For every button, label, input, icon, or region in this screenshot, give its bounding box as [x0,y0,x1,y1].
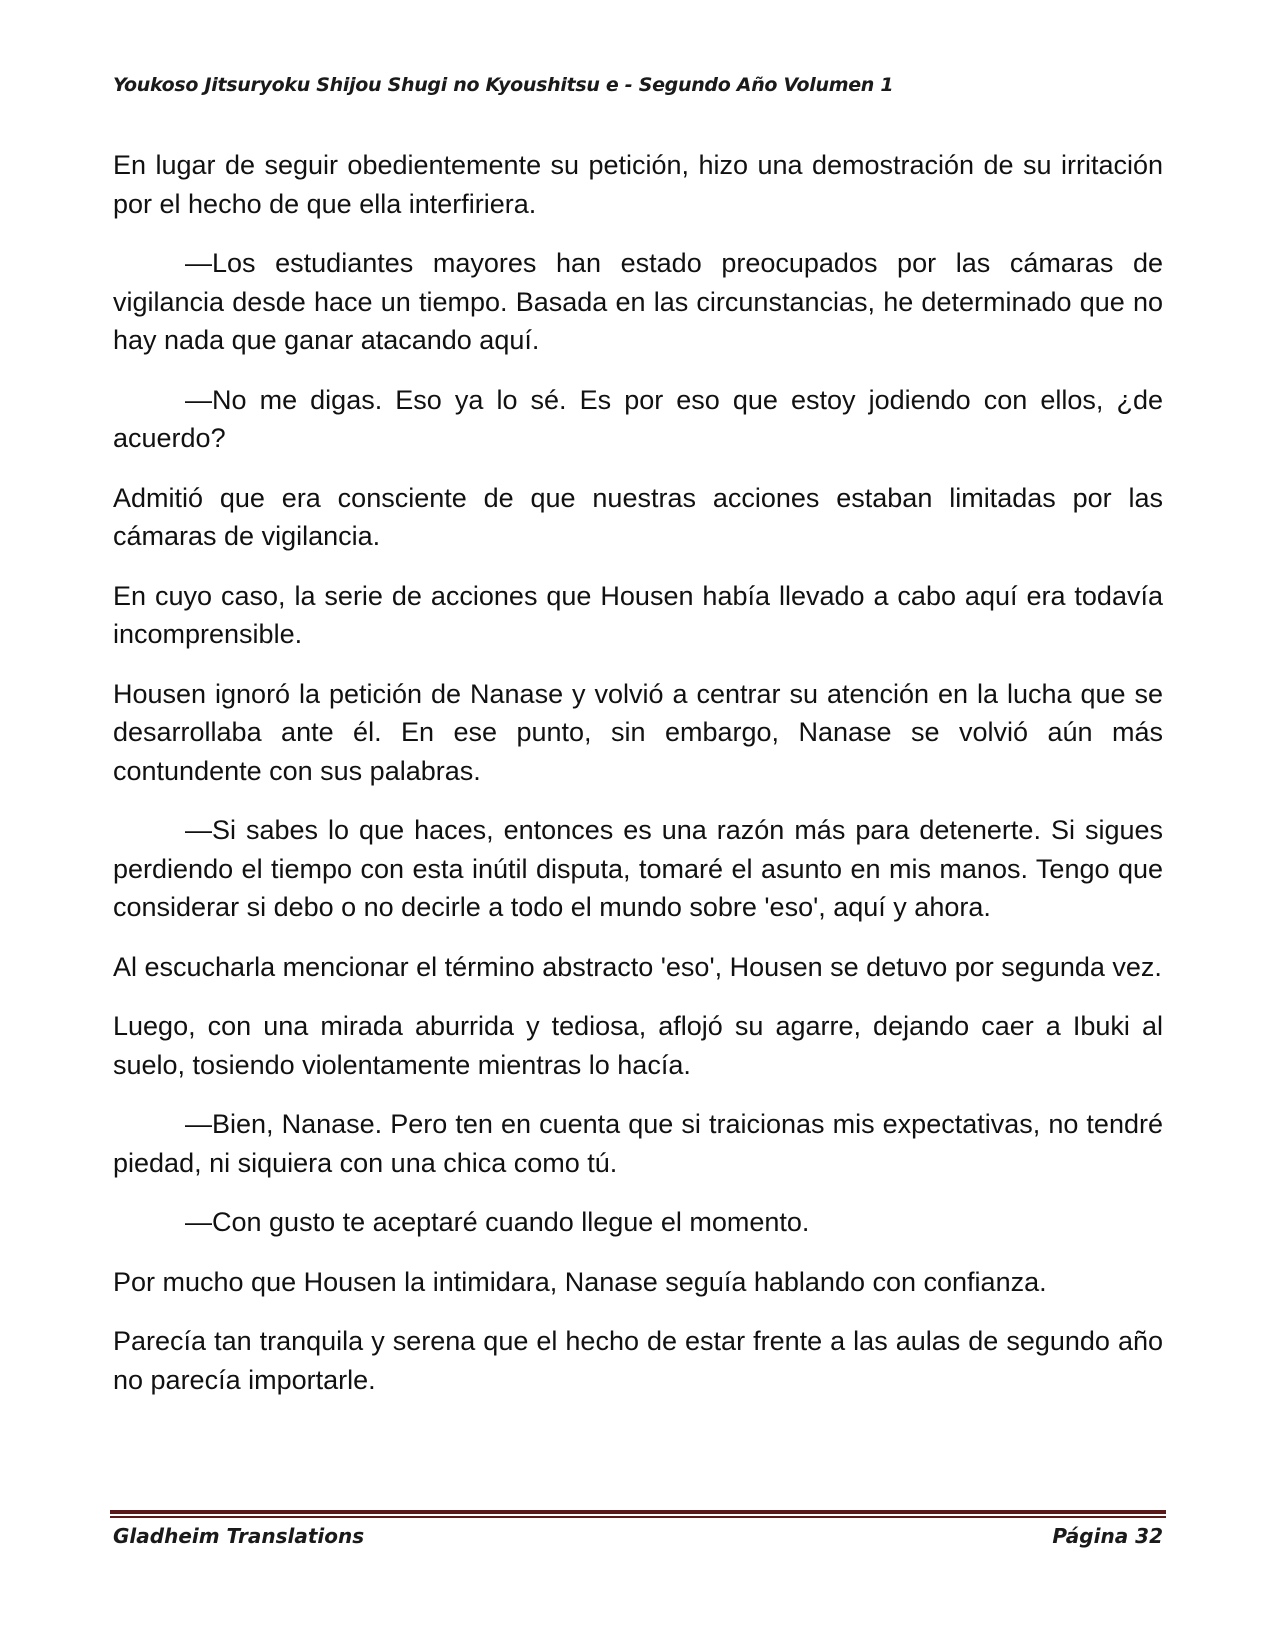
paragraph: En cuyo caso, la serie de acciones que Housen había llevado a cabo aquí era todavía incomprensible. [113,580,1163,649]
paragraph: Housen ignoró la petición de Nanase y volvió a centrar su atención en la lucha que se desarrollaba ante él. En ese punto, sin embargo, Nanase se volvió aún más contundente con sus palabras. [113,678,1163,786]
dialog-paragraph: —Con gusto te aceptaré cuando llegue el momento. [185,1207,810,1237]
footer-divider [110,1510,1166,1518]
paragraph: Al escucharla mencionar el término abstracto 'eso', Housen se detuvo por segunda vez. [113,951,1162,982]
paragraph: Luego, con una mirada aburrida y tediosa, aflojó su agarre, dejando caer a Ibuki al suelo, tosiendo violentamente mientras lo hacía. [113,1011,1163,1080]
body-text [113,146,1163,1420]
paragraph: Parecía tan tranquila y serena que el hecho de estar frente a las aulas de segundo año no parecía importarle. [113,1326,1163,1395]
page-header: Youkoso Jitsuryoku Shijou Shugi no Kyoushitsu e - Segundo Año Volumen 1 [113,74,894,96]
paragraph: Por mucho que Housen la intimidara, Nanase seguía hablando con confianza. [113,1266,1047,1297]
footer-translator: Gladheim Translations [113,1524,365,1548]
paragraph: En lugar de seguir obedientemente su petición, hizo una demostración de su irritación por el hecho de que ella interfiriera. [113,150,1163,219]
footer-page-number: Página 32 [1052,1524,1163,1548]
dialog-paragraph: —Bien, Nanase. Pero ten en cuenta que si traicionas mis expectativas, no tendré piedad, ni siquiera con una chica como tú. [113,1109,1163,1178]
paragraph: Admitió que era consciente de que nuestras acciones estaban limitadas por las cámaras de vigilancia. [113,482,1163,551]
dialog-paragraph: —Si sabes lo que haces, entonces es una razón más para detenerte. Si sigues perdiendo el tiempo con esta inútil disputa, tomaré el asunto en mis manos. Tengo que considerar si debo o no decirle a todo el mundo sobre 'eso', aquí y ahora. [113,815,1163,922]
dialog-paragraph: —No me digas. Eso ya lo sé. Es por eso que estoy jodiendo con ellos, ¿de acuerdo? [113,384,1163,453]
dialog-paragraph: —Los estudiantes mayores han estado preocupados por las cámaras de vigilancia desde hace un tiempo. Basada en las circunstancias, he determinado que no hay nada que ganar atacando aquí. [113,248,1163,355]
